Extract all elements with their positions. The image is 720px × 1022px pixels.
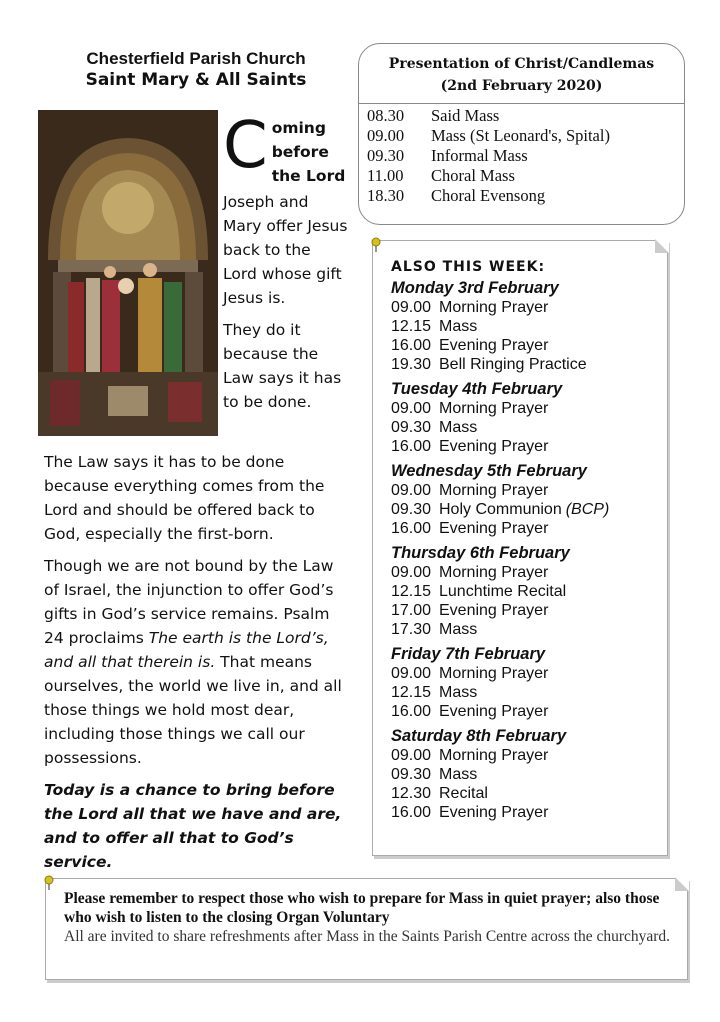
- event-time: 09.00: [391, 665, 432, 682]
- event-name: Mass: [439, 684, 478, 701]
- day-name: Tuesday 4th February: [391, 380, 563, 398]
- event-time: 09.30: [391, 419, 432, 436]
- event-row: [391, 664, 667, 683]
- event-time: 17.30: [391, 621, 432, 638]
- intro-heading-line: the Lord: [271, 167, 346, 185]
- event-row: [391, 399, 667, 418]
- service-name: Choral Mass: [431, 166, 515, 185]
- service-time: 09.30: [367, 146, 405, 165]
- event-time: 12.15: [391, 684, 432, 701]
- intro-paragraph-1: Joseph and Mary offer Jesus back to the Lord whose gift Jesus is.: [223, 193, 348, 307]
- intro-heading-line: oming: [271, 119, 326, 137]
- parish-subtitle: Saint Mary & All Saints: [85, 70, 307, 90]
- service-name: Informal Mass: [431, 146, 528, 165]
- event-row: [391, 683, 667, 702]
- service-name: Choral Evensong: [431, 186, 546, 205]
- intro-heading-line: before: [271, 143, 329, 161]
- event-row: [391, 620, 667, 639]
- notice-note: [45, 878, 688, 980]
- event-row: [391, 784, 667, 803]
- this-week-note: [372, 240, 668, 856]
- service-time: 18.30: [367, 186, 405, 205]
- event-name: Morning Prayer: [439, 564, 549, 581]
- event-time: 09.00: [391, 299, 432, 316]
- event-name: Evening Prayer: [439, 520, 549, 537]
- service-list: [359, 106, 684, 206]
- page-header: [40, 48, 352, 91]
- event-name: Mass: [439, 766, 478, 783]
- event-time: 12.15: [391, 583, 432, 600]
- schedule-title: [359, 53, 684, 97]
- event-name: Mass: [439, 621, 478, 638]
- event-row: [391, 437, 667, 456]
- service-time: 08.30: [367, 106, 405, 125]
- event-time: 09.00: [391, 400, 432, 417]
- reflection-paragraph-2: [44, 554, 349, 770]
- event-name: Evening Prayer: [439, 438, 549, 455]
- reflection-text: [44, 450, 349, 882]
- paragraph-text: That means ourselves, the world we live in, and all those things we hold most dear, including those things we call our possessions.: [44, 653, 342, 767]
- day-block: [391, 462, 667, 538]
- service-name: Mass (St Leonard's, Spital): [431, 126, 610, 145]
- day-name: Wednesday 5th February: [391, 462, 587, 480]
- event-name: Holy Communion: [439, 501, 562, 518]
- event-row: [391, 582, 667, 601]
- event-row: [391, 563, 667, 582]
- event-row: [391, 746, 667, 765]
- reflection-closing: Today is a chance to bring before the Lord all that we have and are, and to offer all that to God’s service.: [44, 781, 342, 871]
- event-name: Evening Prayer: [439, 703, 549, 720]
- event-name: Morning Prayer: [439, 665, 549, 682]
- event-time: 16.00: [391, 337, 432, 354]
- event-name: Evening Prayer: [439, 804, 549, 821]
- intro-heading: [261, 116, 348, 188]
- day-block: [391, 279, 667, 374]
- event-row: [391, 481, 667, 500]
- event-row: [391, 317, 667, 336]
- paragraph-text: Though we are not bound by the Law of Israel, the injunction to offer God’s gifts in God’s service remains. Psalm 24 proclaims: [44, 557, 334, 647]
- psalm-quote: The earth is the Lord’s, and all that therein is.: [44, 629, 329, 671]
- presentation-painting-icon: [38, 110, 218, 436]
- divider: [359, 103, 684, 104]
- service-row: [367, 166, 684, 186]
- schedule-title-line: Presentation of Christ/Candlemas: [388, 56, 655, 72]
- event-time: 09.30: [391, 766, 432, 783]
- notice-text: All are invited to share refreshments after Mass in the Saints Parish Centre across the churchyard.: [64, 928, 671, 945]
- day-block: [391, 544, 667, 639]
- service-row: [367, 186, 684, 206]
- pin-icon: [369, 237, 383, 253]
- event-name: Morning Prayer: [439, 299, 549, 316]
- event-row: [391, 500, 667, 519]
- event-note: (BCP): [565, 501, 610, 518]
- schedule-title-line: (2nd February 2020): [440, 78, 603, 94]
- day-name: Monday 3rd February: [391, 279, 559, 297]
- intro-column: [223, 109, 348, 414]
- event-row: [391, 355, 667, 374]
- pin-icon: [42, 875, 56, 891]
- event-name: Bell Ringing Practice: [439, 356, 587, 373]
- event-time: 16.00: [391, 438, 432, 455]
- week-title: ALSO THIS WEEK:: [391, 259, 546, 275]
- service-time: 11.00: [367, 166, 404, 185]
- event-time: 09.30: [391, 501, 432, 518]
- drop-cap: C: [223, 109, 268, 183]
- event-name: Morning Prayer: [439, 747, 549, 764]
- day-name: Friday 7th February: [391, 645, 546, 663]
- reflection-paragraph-1: The Law says it has to be done because everything comes from the Lord and should be offered back to God, especially the first-born.: [44, 453, 325, 543]
- intro-paragraph-2: They do it because the Law says it has to be done.: [223, 321, 342, 411]
- event-name: Evening Prayer: [439, 337, 549, 354]
- event-time: 16.00: [391, 703, 432, 720]
- event-row: [391, 519, 667, 538]
- event-name: Lunchtime Recital: [439, 583, 567, 600]
- event-row: [391, 803, 667, 822]
- event-name: Morning Prayer: [439, 482, 549, 499]
- day-name: Saturday 8th February: [391, 727, 567, 745]
- event-time: 16.00: [391, 804, 432, 821]
- event-row: [391, 765, 667, 784]
- event-row: [391, 601, 667, 620]
- event-row: [391, 298, 667, 317]
- event-time: 12.15: [391, 318, 432, 335]
- notice-bold-text: Please remember to respect those who wish to prepare for Mass in quiet prayer; also those who wish to listen to the closing Organ Voluntary: [64, 890, 660, 926]
- candlemas-schedule: [358, 43, 685, 225]
- event-time: 17.00: [391, 602, 432, 619]
- event-name: Mass: [439, 318, 478, 335]
- event-time: 09.00: [391, 747, 432, 764]
- event-time: 16.00: [391, 520, 432, 537]
- day-block: [391, 645, 667, 721]
- day-block: [391, 380, 667, 456]
- event-name: Morning Prayer: [439, 400, 549, 417]
- service-name: Said Mass: [431, 106, 500, 125]
- event-row: [391, 418, 667, 437]
- event-time: 12.30: [391, 785, 432, 802]
- page-curl: [675, 877, 689, 891]
- day-name: Thursday 6th February: [391, 544, 570, 562]
- event-row: [391, 336, 667, 355]
- event-name: Mass: [439, 419, 478, 436]
- service-time: 09.00: [367, 126, 405, 145]
- event-name: Evening Prayer: [439, 602, 549, 619]
- church-name: Chesterfield Parish Church: [86, 49, 306, 68]
- event-row: [391, 702, 667, 721]
- event-time: 19.30: [391, 356, 432, 373]
- page-curl: [655, 239, 669, 253]
- service-row: [367, 126, 684, 146]
- event-time: 09.00: [391, 564, 432, 581]
- event-name: Recital: [439, 785, 488, 802]
- service-row: [367, 146, 684, 166]
- day-block: [391, 727, 667, 822]
- event-time: 09.00: [391, 482, 432, 499]
- service-row: [367, 106, 684, 126]
